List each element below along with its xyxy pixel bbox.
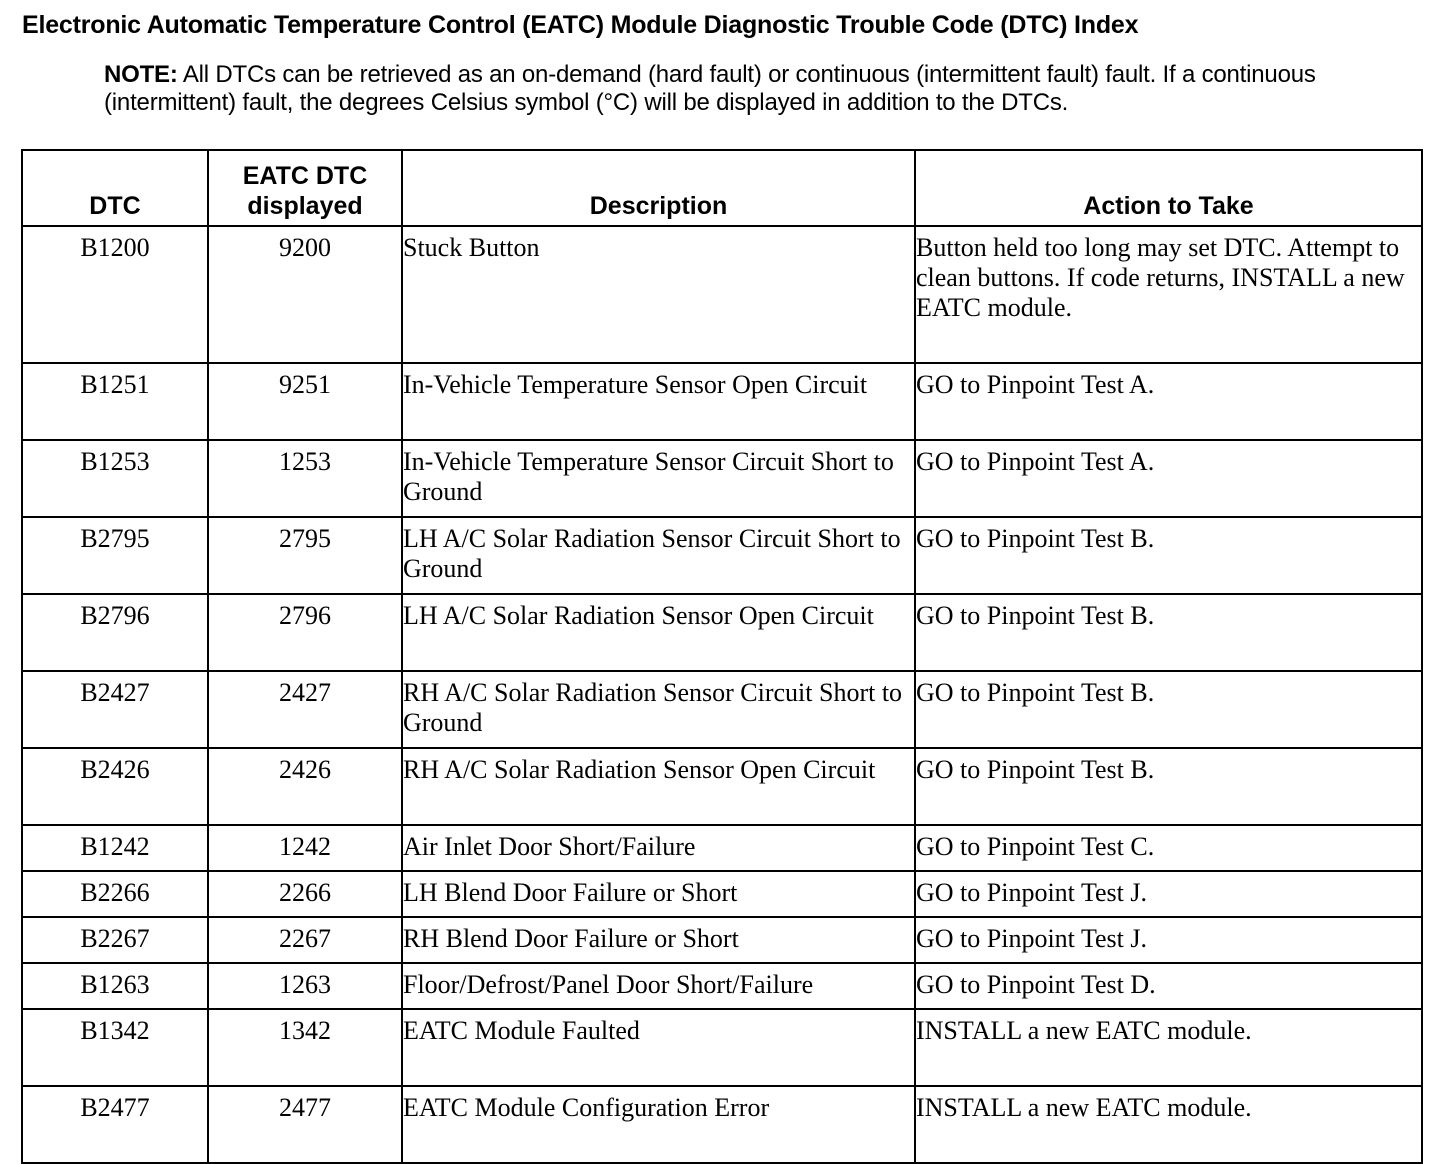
cell-action: INSTALL a new EATC module. — [915, 1009, 1422, 1086]
cell-action: GO to Pinpoint Test B. — [915, 748, 1422, 825]
cell-action: GO to Pinpoint Test J. — [915, 871, 1422, 917]
cell-displayed: 2477 — [208, 1086, 402, 1163]
header-dtc: DTC — [22, 150, 208, 226]
cell-action: GO to Pinpoint Test B. — [915, 594, 1422, 671]
cell-displayed: 1253 — [208, 440, 402, 517]
cell-displayed: 2795 — [208, 517, 402, 594]
cell-description: Air Inlet Door Short/Failure — [402, 825, 915, 871]
cell-dtc: B2796 — [22, 594, 208, 671]
cell-dtc: B2477 — [22, 1086, 208, 1163]
cell-description: RH A/C Solar Radiation Sensor Open Circuit — [402, 748, 915, 825]
cell-displayed: 2426 — [208, 748, 402, 825]
cell-dtc: B1263 — [22, 963, 208, 1009]
cell-action: GO to Pinpoint Test B. — [915, 671, 1422, 748]
cell-displayed: 9251 — [208, 363, 402, 440]
cell-displayed: 2267 — [208, 917, 402, 963]
note-text: All DTCs can be retrieved as an on-demand (hard fault) or continuous (intermittent fault) fault. If a continuous (intermittent) fault, the degrees Celsius symbol (°C) will be displayed in addition to the DTCs. — [104, 61, 1316, 116]
table-row — [22, 440, 1422, 517]
cell-description: In-Vehicle Temperature Sensor Circuit Short to Ground — [402, 440, 915, 517]
cell-description: Stuck Button — [402, 226, 915, 363]
cell-description: EATC Module Faulted — [402, 1009, 915, 1086]
cell-action: GO to Pinpoint Test J. — [915, 917, 1422, 963]
cell-displayed: 2427 — [208, 671, 402, 748]
table-row — [22, 963, 1422, 1009]
header-displayed-line2: displayed — [247, 192, 363, 220]
note-paragraph — [104, 61, 1334, 117]
table-row — [22, 671, 1422, 748]
cell-action: INSTALL a new EATC module. — [915, 1086, 1422, 1163]
cell-description: LH A/C Solar Radiation Sensor Open Circuit — [402, 594, 915, 671]
cell-dtc: B2426 — [22, 748, 208, 825]
header-description: Description — [402, 150, 915, 226]
cell-displayed: 1242 — [208, 825, 402, 871]
cell-dtc: B1200 — [22, 226, 208, 363]
page-title: Electronic Automatic Temperature Control (EATC) Module Diagnostic Trouble Code (DTC) Index — [22, 11, 1139, 39]
cell-dtc: B2266 — [22, 871, 208, 917]
cell-displayed: 1263 — [208, 963, 402, 1009]
table-row — [22, 825, 1422, 871]
cell-action: GO to Pinpoint Test A. — [915, 363, 1422, 440]
cell-displayed: 2266 — [208, 871, 402, 917]
cell-description: RH A/C Solar Radiation Sensor Circuit Short to Ground — [402, 671, 915, 748]
cell-action: Button held too long may set DTC. Attempt to clean buttons. If code returns, INSTALL a new EATC module. — [915, 226, 1422, 363]
table-row — [22, 363, 1422, 440]
cell-action: GO to Pinpoint Test B. — [915, 517, 1422, 594]
cell-action: GO to Pinpoint Test D. — [915, 963, 1422, 1009]
table-row — [22, 517, 1422, 594]
table-row — [22, 594, 1422, 671]
cell-displayed: 1342 — [208, 1009, 402, 1086]
table-row — [22, 1009, 1422, 1086]
table-row — [22, 1086, 1422, 1163]
cell-action: GO to Pinpoint Test C. — [915, 825, 1422, 871]
cell-dtc: B1242 — [22, 825, 208, 871]
cell-dtc: B2795 — [22, 517, 208, 594]
cell-action: GO to Pinpoint Test A. — [915, 440, 1422, 517]
table-row — [22, 748, 1422, 825]
cell-displayed: 2796 — [208, 594, 402, 671]
cell-dtc: B1253 — [22, 440, 208, 517]
cell-description: EATC Module Configuration Error — [402, 1086, 915, 1163]
table-header-row — [22, 150, 1422, 226]
cell-description: RH Blend Door Failure or Short — [402, 917, 915, 963]
table-row — [22, 871, 1422, 917]
cell-displayed: 9200 — [208, 226, 402, 363]
cell-description: Floor/Defrost/Panel Door Short/Failure — [402, 963, 915, 1009]
header-eatc-dtc-displayed — [208, 150, 402, 226]
table-row — [22, 226, 1422, 363]
cell-description: LH Blend Door Failure or Short — [402, 871, 915, 917]
header-displayed-line1: EATC DTC — [242, 162, 368, 190]
table-row — [22, 917, 1422, 963]
cell-dtc: B1251 — [22, 363, 208, 440]
cell-dtc: B2427 — [22, 671, 208, 748]
cell-dtc: B1342 — [22, 1009, 208, 1086]
dtc-index-table — [21, 149, 1423, 1164]
cell-dtc: B2267 — [22, 917, 208, 963]
cell-description: LH A/C Solar Radiation Sensor Circuit Short to Ground — [402, 517, 915, 594]
header-action: Action to Take — [915, 150, 1422, 226]
cell-description: In-Vehicle Temperature Sensor Open Circuit — [402, 363, 915, 440]
note-label: NOTE: — [104, 61, 178, 88]
